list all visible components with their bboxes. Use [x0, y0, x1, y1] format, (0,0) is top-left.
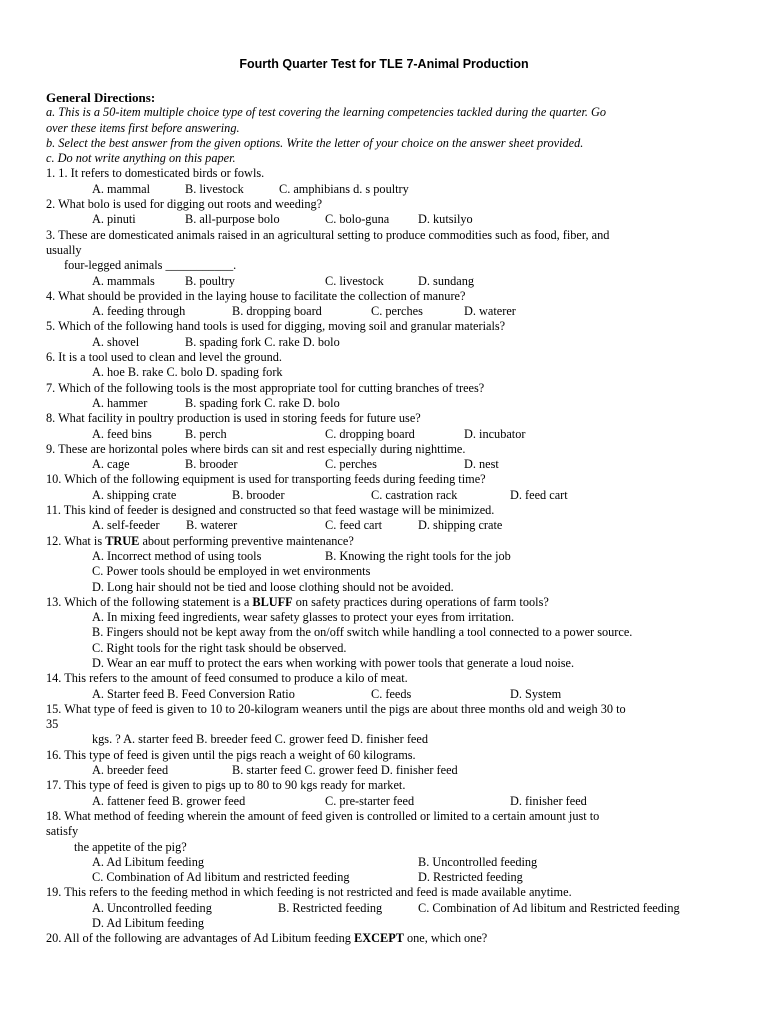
option: D. kutsilyo	[418, 212, 473, 227]
option: B. Uncontrolled feeding	[418, 854, 538, 869]
option: A. hammer	[92, 395, 148, 410]
options-4	[46, 304, 746, 319]
emphasis-text: BLUFF	[252, 594, 293, 609]
direction-a-line1: a. This is a 50-item multiple choice type of test covering the learning competencies tackled during the quarter. Go	[46, 105, 607, 120]
question-8: 8. What facility in poultry production is used in storing feeds for future use?	[46, 411, 421, 426]
options-19	[46, 901, 746, 916]
question-text: 20. All of the following are advantages of Ad Libitum feeding	[46, 931, 355, 946]
directions-heading: General Directions:	[46, 90, 156, 105]
question-7: 7. Which of the following tools is the most appropriate tool for cutting branches of trees?	[46, 380, 485, 395]
options-18b	[46, 870, 746, 885]
question-15: 15. What type of feed is given to 10 to 20-kilogram weaners until the pigs are about three months old and weigh 30 to	[46, 701, 626, 716]
option: C. Combination of Ad libitum and restricted feeding	[92, 870, 350, 885]
option: A. cage	[92, 457, 130, 472]
question-9: 9. These are horizontal poles where birds can sit and rest especially during nighttime.	[46, 441, 466, 456]
option: D. feed cart	[510, 487, 568, 502]
option: A. breeder feed	[92, 763, 169, 778]
option: A. fattener feed B. grower feed	[92, 793, 246, 808]
question-1: 1. 1. It refers to domesticated birds or fowls.	[46, 166, 265, 181]
option: B. perch	[185, 426, 227, 441]
option: B. brooder	[232, 487, 285, 502]
question-6: 6. It is a tool used to clean and level the ground.	[46, 350, 282, 365]
options-11	[46, 518, 746, 533]
question-text: about performing preventive maintenance?	[139, 533, 354, 548]
option: B. starter feed C. grower feed D. finisher feed	[232, 763, 458, 778]
question-15-cont2: kgs. ? A. starter feed B. breeder feed C. grower feed D. finisher feed	[92, 732, 428, 747]
options-3	[46, 274, 746, 289]
option: C. feeds	[371, 686, 412, 701]
options-10	[46, 488, 746, 503]
option: B. waterer	[186, 518, 238, 533]
question-18: 18. What method of feeding wherein the amount of feed given is controlled or limited to a certain amount just to	[46, 808, 600, 823]
question-15-cont: 35	[46, 717, 59, 732]
option: D. waterer	[464, 304, 516, 319]
options-6	[46, 365, 746, 380]
option: C. perches	[371, 304, 423, 319]
options-16	[46, 763, 746, 778]
question-3: 3. These are domesticated animals raised in an agricultural setting to produce commodities such as food, fiber, and	[46, 227, 610, 242]
question-4: 4. What should be provided in the laying house to facilitate the collection of manure?	[46, 288, 466, 303]
emphasis-text: TRUE	[105, 533, 140, 548]
question-18-cont: satisfy	[46, 824, 79, 839]
option: D. incubator	[464, 426, 526, 441]
option: D. Ad Libitum feeding	[92, 916, 205, 931]
option: A. mammals	[92, 273, 155, 288]
option: D. Wear an ear muff to protect the ears when working with power tools that generate a loud noise.	[92, 655, 575, 670]
options-18	[46, 855, 746, 870]
option: C. feed cart	[325, 518, 383, 533]
options-8	[46, 427, 746, 442]
option: A. shipping crate	[92, 487, 177, 502]
question-text: 12. What is	[46, 533, 106, 548]
option: D. Restricted feeding	[418, 870, 523, 885]
option: A. Starter feed B. Feed Conversion Ratio	[92, 686, 295, 701]
option: C. Right tools for the right task should be observed.	[92, 640, 347, 655]
option: A. In mixing feed ingredients, wear safety glasses to protect your eyes from irritation.	[92, 610, 515, 625]
options-2	[46, 212, 746, 227]
option: D. Long hair should not be tied and loose clothing should not be avoided.	[92, 579, 454, 594]
question-text: on safety practices during operations of farm tools?	[292, 594, 549, 609]
question-text: 13. Which of the following statement is a	[46, 594, 253, 609]
option: A. shovel	[92, 334, 140, 349]
option: D. System	[510, 686, 562, 701]
question-18-cont2: the appetite of the pig?	[74, 839, 187, 854]
direction-c: c. Do not write anything on this paper.	[46, 151, 236, 166]
option: A. self-feeder	[92, 518, 160, 533]
question-10: 10. Which of the following equipment is used for transporting feeds during feeding time?	[46, 472, 486, 487]
question-3-cont2: four-legged animals ___________.	[64, 258, 237, 273]
question-13	[46, 595, 746, 610]
option: B. poultry	[185, 273, 235, 288]
direction-b: b. Select the best answer from the given options. Write the letter of your choice on the answer sheet provided.	[46, 135, 584, 150]
option: A. feed bins	[92, 426, 152, 441]
option: C. Combination of Ad libitum and Restricted feeding	[418, 900, 680, 915]
option: B. brooder	[185, 457, 238, 472]
question-3-cont: usually	[46, 242, 82, 257]
option: B. all-purpose bolo	[185, 212, 280, 227]
question-2: 2. What bolo is used for digging out roots and weeding?	[46, 197, 323, 212]
option: A. mammal	[92, 181, 151, 196]
option: C. perches	[325, 457, 377, 472]
option: B. Restricted feeding	[278, 900, 383, 915]
options-17	[46, 794, 746, 809]
question-5: 5. Which of the following hand tools is used for digging, moving soil and granular materials?	[46, 319, 506, 334]
option: A. hoe B. rake C. bolo D. spading fork	[92, 365, 283, 380]
option: D. sundang	[418, 273, 475, 288]
option: B. Knowing the right tools for the job	[325, 548, 511, 563]
options-1	[46, 182, 746, 197]
emphasis-text: EXCEPT	[354, 931, 404, 946]
options-5	[46, 335, 746, 350]
page-title: Fourth Quarter Test for TLE 7-Animal Production	[239, 57, 529, 71]
option: B. spading fork C. rake D. bolo	[185, 395, 340, 410]
option: A. Uncontrolled feeding	[92, 900, 212, 915]
option: A. Ad Libitum feeding	[92, 854, 205, 869]
options-12	[46, 549, 746, 564]
option: B. spading fork C. rake D. bolo	[185, 334, 340, 349]
option: C. Power tools should be employed in wet environments	[92, 564, 371, 579]
option: D. shipping crate	[418, 518, 503, 533]
question-text: one, which one?	[403, 931, 488, 946]
option: C. bolo-guna	[325, 212, 390, 227]
option: C. livestock	[325, 273, 384, 288]
option: C. dropping board	[325, 426, 415, 441]
options-9	[46, 457, 746, 472]
test-content	[46, 90, 746, 947]
question-14: 14. This refers to the amount of feed consumed to produce a kilo of meat.	[46, 671, 408, 686]
option: D. finisher feed	[510, 793, 587, 808]
option: B. livestock	[185, 181, 244, 196]
question-12	[46, 534, 746, 549]
direction-a-line2: over these items first before answering.	[46, 120, 240, 135]
question-20	[46, 931, 746, 946]
question-11: 11. This kind of feeder is designed and constructed so that feed wastage will be minimized.	[46, 503, 495, 518]
option: B. dropping board	[232, 304, 322, 319]
option: A. feeding through	[92, 304, 186, 319]
option: B. Fingers should not be kept away from the on/off switch while handling a tool connected to a power source.	[92, 625, 633, 640]
options-7	[46, 396, 746, 411]
option: C. castration rack	[371, 487, 458, 502]
option: A. Incorrect method of using tools	[92, 548, 262, 563]
question-16: 16. This type of feed is given until the pigs reach a weight of 60 kilograms.	[46, 747, 416, 762]
question-17: 17. This type of feed is given to pigs up to 80 to 90 kgs ready for market.	[46, 778, 406, 793]
option: C. amphibians d. s poultry	[279, 181, 409, 196]
question-19: 19. This refers to the feeding method in which feeding is not restricted and feed is made available anytime.	[46, 885, 572, 900]
option: D. nest	[464, 457, 499, 472]
option: C. pre-starter feed	[325, 793, 415, 808]
option: A. pinuti	[92, 212, 136, 227]
options-14	[46, 687, 746, 702]
